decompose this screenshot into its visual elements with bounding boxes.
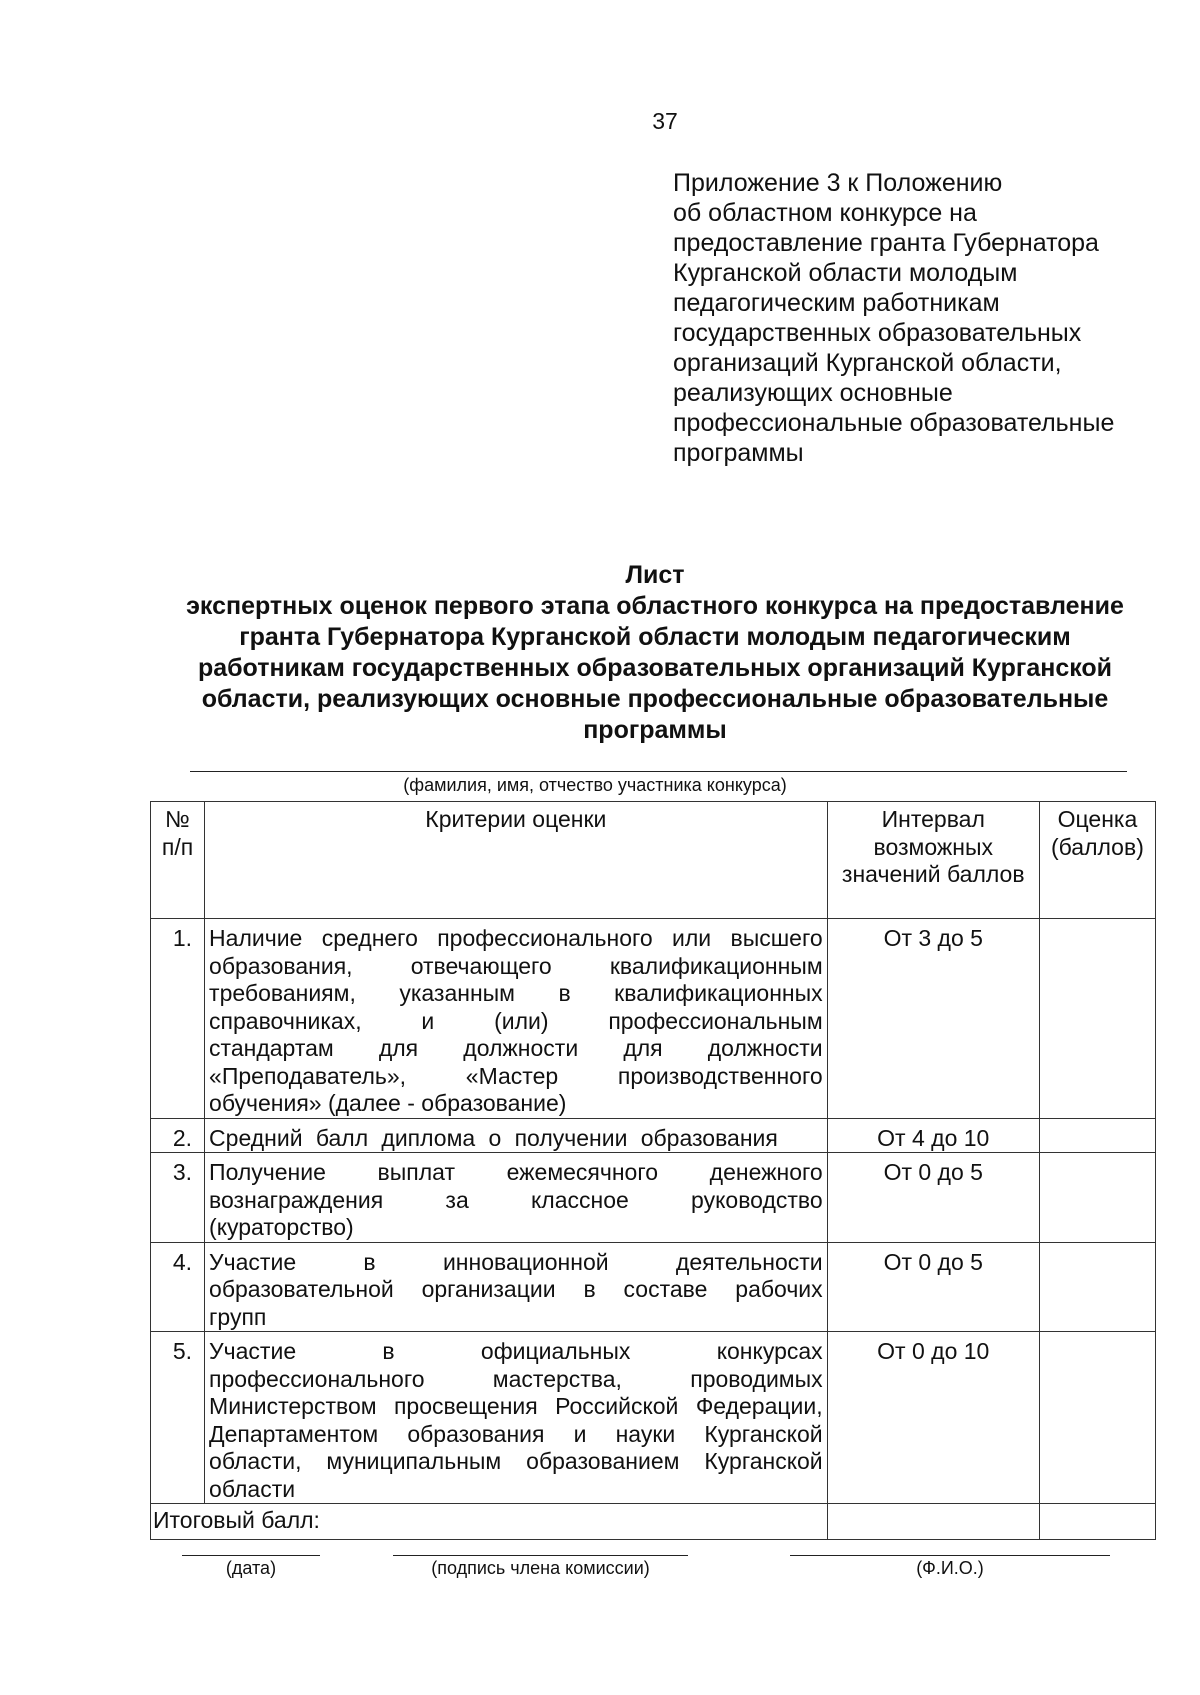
- title-line: гранта Губернатора Курганской области молодым педагогическим: [239, 623, 1071, 651]
- criteria-line: Министерством просвещения Российской Федерации,: [209, 1393, 823, 1419]
- signature-caption: (подпись члена комиссии): [431, 1558, 650, 1578]
- criteria-line: Участие в официальных конкурсах: [209, 1338, 823, 1364]
- row-number: 1.: [151, 919, 205, 1119]
- title-line: работникам государственных образовательных организаций Курганской: [197, 654, 1113, 682]
- score-cell[interactable]: [1039, 1153, 1155, 1243]
- header-criteria: Критерии оценки: [205, 802, 828, 919]
- interval-cell: От 0 до 5: [827, 1242, 1039, 1332]
- score-cell[interactable]: [1039, 1332, 1155, 1504]
- criteria-line: области, муниципальным образованием Курганской: [209, 1448, 823, 1474]
- title-line: экспертных оценок первого этапа областного конкурса на предоставление: [186, 592, 1124, 620]
- criteria-line: Департаментом образования и науки Курганской: [209, 1420, 823, 1447]
- criteria-line: групп: [209, 1303, 267, 1330]
- date-caption: (дата): [225, 1558, 277, 1578]
- date-line[interactable]: [182, 1555, 320, 1556]
- participant-caption: (фамилия, имя, отчество участника конкурса): [403, 775, 787, 795]
- appendix-line: реализующих основные: [673, 379, 953, 407]
- table-row: [151, 1332, 1156, 1504]
- criteria-line: профессионального мастерства, проводимых: [209, 1365, 823, 1392]
- total-score-cell[interactable]: [1039, 1504, 1155, 1540]
- total-interval-cell: [827, 1504, 1039, 1540]
- score-cell[interactable]: [1039, 1118, 1155, 1153]
- row-number: 4.: [151, 1242, 205, 1332]
- row-number: 3.: [151, 1153, 205, 1243]
- criteria-line: образования, отвечающего квалификационным: [209, 952, 823, 979]
- appendix-line: предоставление гранта Губернатора: [673, 229, 1099, 257]
- appendix-note: [673, 168, 1173, 468]
- table-row: [151, 919, 1156, 1119]
- row-number: 2.: [151, 1118, 205, 1153]
- criteria-cell: [205, 1153, 828, 1243]
- document-title: [140, 560, 1170, 746]
- page-number: 37: [652, 108, 678, 134]
- criteria-line: Участие в инновационной деятельности: [209, 1248, 823, 1275]
- criteria-line: справочниках, и (или) профессиональным: [209, 1007, 823, 1034]
- appendix-line: Курганской области молодым: [673, 259, 1018, 287]
- header-score: Оценка (баллов): [1039, 802, 1155, 919]
- appendix-line: государственных образовательных: [673, 319, 1082, 347]
- appendix-line: профессиональные образовательные: [673, 409, 1115, 437]
- signature-line[interactable]: [393, 1555, 688, 1556]
- score-cell[interactable]: [1039, 919, 1155, 1119]
- criteria-line: образовательной организации в составе рабочих: [209, 1276, 823, 1302]
- appendix-line: программы: [673, 439, 804, 467]
- criteria-cell: [205, 1118, 828, 1153]
- criteria-cell: [205, 1242, 828, 1332]
- header-interval: Интервал возможных значений баллов: [827, 802, 1039, 919]
- interval-cell: От 4 до 10: [827, 1118, 1039, 1153]
- appendix-line: Приложение 3 к Положению: [673, 169, 1003, 197]
- criteria-cell: [205, 919, 828, 1119]
- fio-line[interactable]: [790, 1555, 1110, 1556]
- total-label: Итоговый балл:: [151, 1504, 828, 1540]
- row-number: 5.: [151, 1332, 205, 1504]
- interval-cell: От 0 до 5: [827, 1153, 1039, 1243]
- table-row: [151, 1118, 1156, 1153]
- criteria-line: «Преподаватель», «Мастер производственного: [209, 1062, 823, 1089]
- score-cell[interactable]: [1039, 1242, 1155, 1332]
- criteria-line: стандартам для должности для должности: [209, 1035, 823, 1061]
- criteria-line: Средний балл диплома о получении образования: [209, 1124, 778, 1151]
- criteria-line: Наличие среднего профессионального или высшего: [209, 925, 823, 951]
- title-line: Лист: [625, 561, 685, 589]
- interval-cell: От 3 до 5: [827, 919, 1039, 1119]
- total-row: [151, 1504, 1156, 1540]
- table-row: [151, 1242, 1156, 1332]
- title-line: программы: [583, 716, 727, 744]
- table-header-row: [151, 802, 1156, 919]
- criteria-cell: [205, 1332, 828, 1504]
- criteria-line: обучения» (далее - образование): [209, 1090, 567, 1116]
- criteria-table: [150, 801, 1156, 1540]
- criteria-line: требованиям, указанным в квалификационных: [209, 980, 823, 1006]
- title-line: области, реализующих основные профессиональные образовательные: [201, 685, 1109, 713]
- criteria-line: (кураторство): [209, 1214, 354, 1240]
- criteria-line: области: [209, 1475, 296, 1502]
- fio-caption: (Ф.И.О.): [916, 1558, 984, 1578]
- criteria-line: вознаграждения за классное руководство: [209, 1186, 823, 1213]
- table-row: [151, 1153, 1156, 1243]
- participant-name-line[interactable]: [190, 771, 1127, 772]
- appendix-line: об областном конкурсе на: [673, 199, 977, 227]
- interval-cell: От 0 до 10: [827, 1332, 1039, 1504]
- appendix-line: педагогическим работникам: [673, 289, 1000, 317]
- appendix-line: организаций Курганской области,: [673, 349, 1062, 377]
- criteria-line: Получение выплат ежемесячного денежного: [209, 1159, 823, 1185]
- header-num: № п/п: [151, 802, 205, 919]
